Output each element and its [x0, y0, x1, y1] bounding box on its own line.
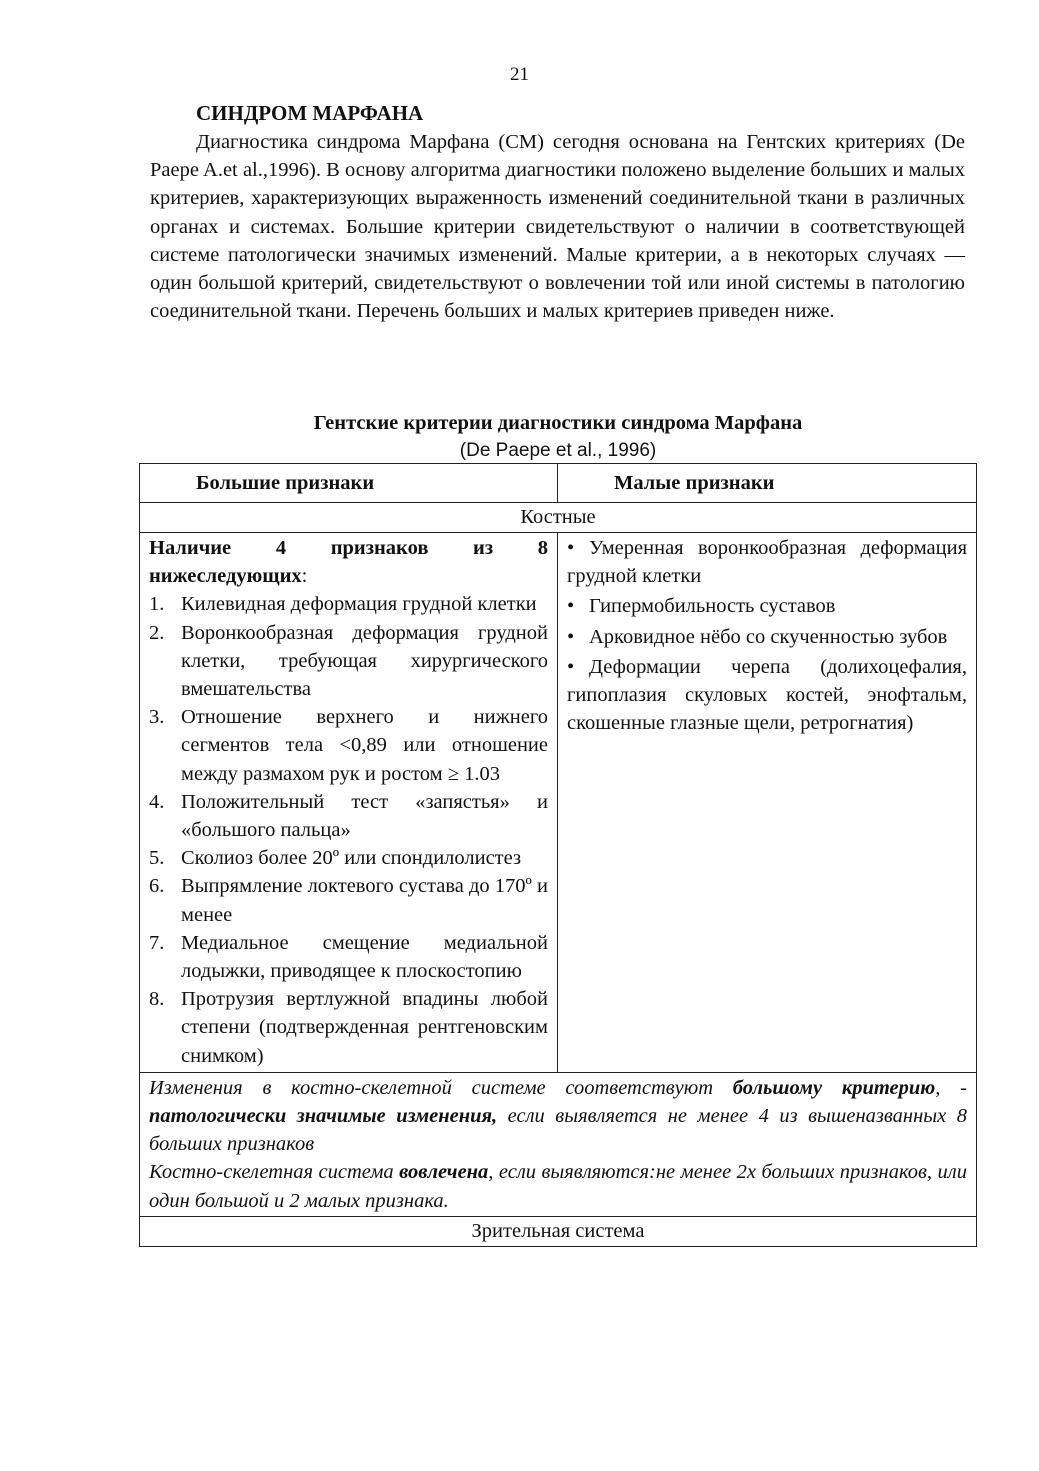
major-criterion-item: [149, 985, 548, 1070]
major-intro: [149, 534, 548, 590]
section-label-vision: Зрительная система: [140, 1216, 977, 1246]
major-criterion-number: 1.: [149, 593, 165, 616]
bullet-icon: •: [567, 595, 575, 618]
major-criterion-text: Отношение верхнего и нижнего сегментов тела <0,89 или отношение между размахом рук и ростом ≥ 1.03: [181, 706, 548, 785]
page-number: 21: [510, 64, 529, 85]
summary-row-bones: [140, 1072, 977, 1216]
summary-emphasis: большому критерию: [732, 1076, 936, 1099]
major-criterion-number: 7.: [149, 931, 165, 954]
major-criterion-number: 6.: [149, 875, 165, 898]
summary-paragraph-major: [149, 1074, 967, 1159]
major-intro-bold: Наличие 4 признаков из 8 нижеследующих: [149, 537, 548, 588]
major-criteria-list: [149, 590, 548, 1069]
minor-criterion-item: [567, 653, 967, 738]
minor-criterion-text: Умеренная воронкообразная деформация грудной клетки: [567, 537, 967, 588]
major-intro-tail: :: [301, 565, 308, 588]
summary-cell: [140, 1072, 977, 1216]
major-criterion-number: 2.: [149, 621, 165, 644]
criteria-row-bones: [140, 533, 977, 1073]
minor-criterion-item: [567, 623, 967, 651]
major-criterion-item: [149, 872, 548, 928]
section-label-bones: Костные: [140, 503, 977, 533]
bullet-icon: •: [567, 537, 575, 559]
column-header-minor: Малые признаки: [558, 464, 977, 503]
major-criterion-item: [149, 929, 548, 985]
major-criterion-text: Протрузия вертлужной впадины любой степени (подтвержденная рентгеновским снимком): [181, 988, 548, 1067]
major-criterion-number: 8.: [149, 988, 165, 1011]
summary-text: , -: [935, 1076, 967, 1099]
minor-criterion-item: [567, 592, 967, 620]
table-header-row: [140, 464, 977, 503]
column-header-major: Большие признаки: [140, 464, 558, 503]
summary-emphasis: патологически значимые изменения,: [149, 1105, 498, 1128]
summary-text: если выявляется не менее 4 из вышеназванных 8 больших признаков: [149, 1105, 967, 1156]
bullet-icon: •: [567, 625, 575, 648]
bullet-icon: •: [567, 655, 575, 678]
summary-emphasis: вовлечена: [399, 1161, 489, 1184]
major-criterion-text: Килевидная деформация грудной клетки: [181, 593, 537, 616]
major-criterion-text: Положительный тест «запястья» и «большого пальца»: [181, 790, 548, 842]
table-subtitle: (De Paepe et al., 1996): [459, 440, 657, 461]
summary-text: , если выявляются:не менее 2х больших признаков, или один большой и 2 малых признака.: [149, 1161, 967, 1212]
section-row-bones: [140, 503, 977, 533]
major-criterion-text: Выпрямление локтевого сустава до 170º и менее: [181, 875, 548, 926]
criteria-table: [139, 463, 977, 1247]
table-title: Гентские критерии диагностики синдрома Марфана: [313, 412, 803, 434]
intro-paragraph: Диагностика синдрома Марфана (СМ) сегодня основана на Гентских критериях (De Paepe A.et al.,1996). В основу алгоритма диагностики положено выделение больших и малых критериев, характеризующих выраженность изменений соединительной ткани в различных органах и системах. Большие критерии свидетельствуют о наличии в соответствующей системе патологически значимых изменений. Малые критерии, а в некоторых случаях — один большой критерий, свидетельствуют о вовлечении той или иной системы в патологию соединительной ткани. Перечень больших и малых критериев приведен ниже.: [150, 131, 965, 323]
major-criterion-number: 5.: [149, 847, 165, 870]
section-row-vision: [140, 1216, 977, 1246]
major-criterion-item: [149, 590, 548, 618]
major-criterion-item: [149, 844, 548, 872]
summary-text: Изменения в костно-скелетной системе соответствуют: [149, 1076, 733, 1099]
major-criterion-number: 4.: [149, 790, 165, 813]
summary-paragraph-involved: [149, 1158, 967, 1214]
minor-criterion-item: [567, 534, 967, 590]
minor-criterion-text: Гипермобильность суставов: [589, 595, 836, 618]
minor-criterion-text: Арковидное нёбо со скученностью зубов: [589, 625, 948, 648]
major-criterion-item: [149, 788, 548, 844]
major-criterion-text: Медиальное смещение медиальной лодыжки, приводящее к плоскостопию: [181, 931, 548, 983]
minor-criterion-text: Деформации черепа (долихоцефалия, гипоплазия скуловых костей, энофтальм, скошенные глазные щели, ретрогнатия): [567, 655, 967, 735]
major-criterion-text: Сколиоз более 20º или спондилолистез: [181, 847, 522, 870]
minor-criteria-cell: [558, 533, 977, 1073]
section-heading: СИНДРОМ МАРФАНА: [196, 101, 424, 125]
major-criterion-item: [149, 619, 548, 704]
minor-criteria-list: [567, 534, 967, 737]
major-criterion-text: Воронкообразная деформация грудной клетки, требующая хирургического вмешательства: [181, 621, 548, 701]
major-criteria-cell: [140, 533, 558, 1073]
major-criterion-number: 3.: [149, 706, 165, 729]
major-criterion-item: [149, 703, 548, 788]
summary-text: Костно-скелетная система: [149, 1161, 400, 1184]
